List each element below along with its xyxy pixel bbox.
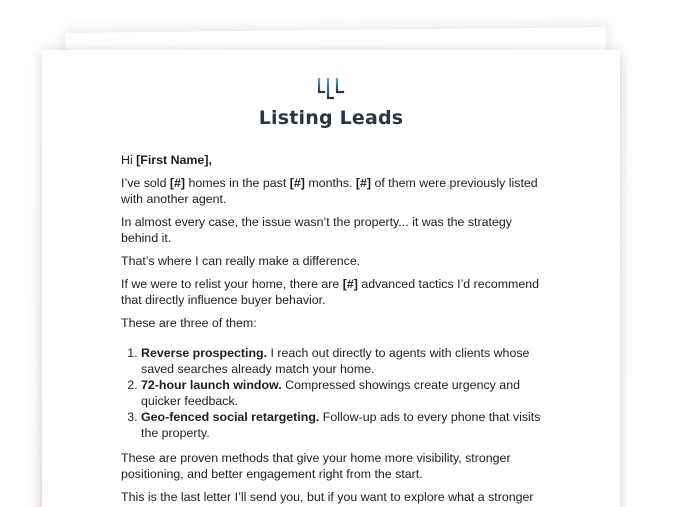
list-item [141, 345, 551, 377]
list-item-text: Compressed showings create urgency and quicker feedback. [141, 378, 520, 408]
text-segment: homes in the past [185, 176, 290, 190]
paragraph-tactics [121, 276, 551, 308]
tactics-list [121, 345, 551, 441]
text-segment: advanced tactics I’d recommend that directly influence buyer behavior. [121, 277, 540, 307]
paragraph-difference: That’s where I can really make a difference. [121, 254, 361, 268]
brand-logo [42, 78, 620, 129]
list-item-title: Geo-fenced social retargeting. [141, 410, 320, 424]
text-segment: I’ve sold [121, 176, 170, 190]
text-segment: months. [304, 176, 356, 190]
greeting [121, 152, 551, 168]
paragraph-strategy: In almost every case, the issue wasn’t the property... it was the strategy behind it. [121, 215, 512, 245]
placeholder-number: [#] [289, 176, 305, 190]
paragraph-last-letter: This is the last letter I’ll send you, but if you want to explore what a stronger [121, 490, 534, 504]
list-item [141, 409, 551, 441]
text-segment: If we were to relist your home, there are [121, 277, 343, 291]
letter-body [121, 152, 551, 507]
paragraph-intro-list: These are three of them: [121, 316, 257, 330]
list-item-text: I reach out directly to agents with clients whose saved searches already match your home. [141, 346, 530, 376]
text-segment: of them were previously listed with another agent. [121, 176, 538, 206]
brand-name: Listing Leads [258, 107, 404, 129]
list-item-text: Follow-up ads to every phone that visits the property. [141, 410, 541, 440]
list-item-title: 72-hour launch window. [141, 378, 282, 392]
placeholder-number: [#] [169, 176, 186, 190]
paragraph-sales-history [121, 175, 551, 207]
list-item-title: Reverse prospecting. [141, 346, 268, 360]
placeholder-number: [#] [355, 176, 372, 190]
placeholder-first-name: [First Name], [136, 153, 212, 167]
listing-leads-logo-icon [316, 78, 346, 104]
paragraph-proven-methods: These are proven methods that give your home more visibility, stronger positioning, and better engagement right from the start. [121, 451, 511, 481]
placeholder-number: [#] [342, 277, 358, 291]
greeting-prefix: Hi [121, 153, 137, 167]
list-item [141, 377, 551, 409]
letter-page [42, 50, 620, 507]
